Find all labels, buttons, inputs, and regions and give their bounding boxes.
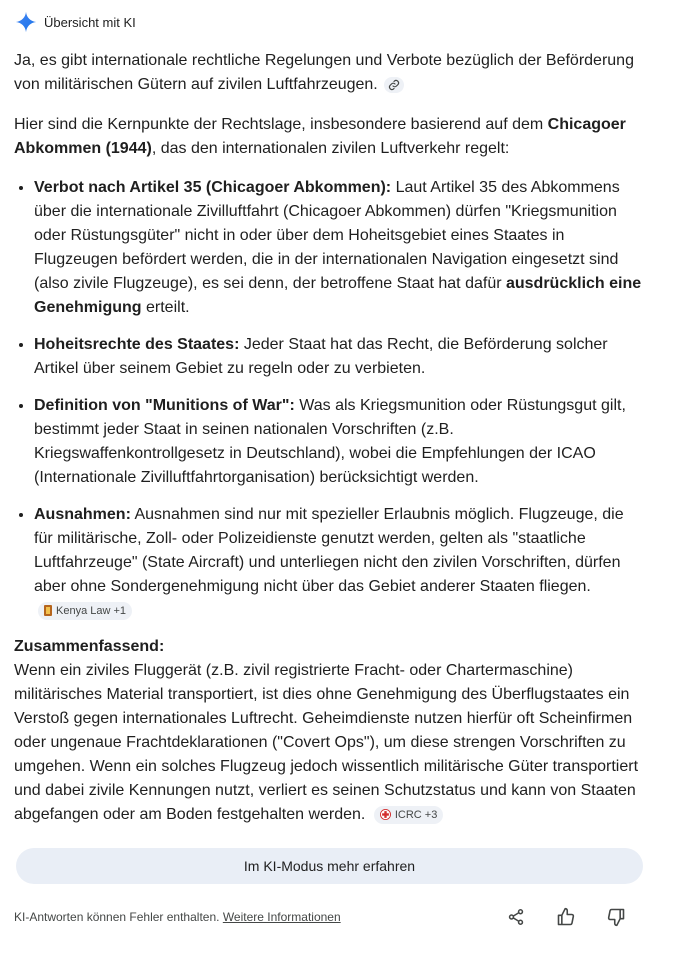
footer-disclaimer: KI-Antworten können Fehler enthalten. Weitere Informationen: [14, 910, 341, 924]
list-item: • Ausnahmen: Ausnahmen sind nur mit spezieller Erlaubnis möglich. Flugzeuge, die für militärische, Zoll- oder Polizeidienste genutzt werden, gelten als "staatliche Luftfahrzeuge" (State Aircraft) und unterliegen nicht den zivilen Vorschriften, dürfen aber ohne Sondergenehmigung nicht über das Gebiet anderer Staaten fliegen. Kenya Law +1: [34, 502, 644, 623]
thumbs-up-button[interactable]: [555, 906, 577, 928]
link-icon: [388, 79, 400, 91]
ai-overview-header: [15, 10, 136, 34]
ai-mode-more-button[interactable]: Im KI-Modus mehr erfahren: [16, 848, 643, 884]
summary-heading: Zusammenfassend:: [14, 638, 165, 655]
more-info-link[interactable]: Weitere Informationen: [222, 910, 341, 924]
list-item: • Definition von "Munitions of War": Was als Kriegsmunition oder Rüstungsgut gilt, bestimmt jeder Staat in seinen nationalen Vorschriften (z.B. Kriegswaffenkontrollgesetz in Deutschland), wobei die Empfehlungen der ICAO (Internationale Zivilluftfahrtorganisation) berücksichtigt werden.: [34, 393, 644, 490]
list-item: • Hoheitsrechte des Staates: Jeder Staat hat das Recht, die Beförderung solcher Artikel über seinem Gebiet zu regeln oder zu verbieten.: [34, 332, 644, 381]
kenya-law-icon: [44, 605, 52, 616]
source-chip-icrc[interactable]: ICRC +3: [374, 806, 444, 824]
header-title: Übersicht mit KI: [44, 14, 136, 30]
list-item: • Verbot nach Artikel 35 (Chicagoer Abkommen): Laut Artikel 35 des Abkommens über die internationale Zivilluftfahrt (Chicagoer Abkommen) dürfen "Kriegsmunition oder Rüstungsgüter" nicht in oder über dem Hoheitsgebiet eines Staates in Flugzeugen befördert werden, die in der internationalen Navigation eingesetzt sind (also zivile Flugzeuge), es sei denn, der betroffene Staat hat dafür ausdrücklich eine Genehmigung erteilt.: [34, 175, 644, 320]
thumbs-down-icon: [606, 907, 626, 927]
treaty-name: Chicagoer Abkommen (1944): [14, 116, 626, 157]
summary-paragraph: Wenn ein ziviles Fluggerät (z.B. zivil registrierte Fracht- oder Chartermaschine) militärisches Material transportiert, ist dies ohne Genehmigung des Überflugstaates ein Verstoß gegen internationales Luftrecht. Geheimdienste nutzen hierfür oft Scheinfirmen oder ungenaue Frachtdeklarationen ("Covert Ops"), um diese strengen Vorschriften zu umgehen. Wenn ein solches Flugzeug jedoch wissentlich militärische Güter transportiert und dabei zivile Kennungen nutzt, verliert es seinen Schutzstatus und kann von Staaten abgefangen oder am Boden festgehalten werden. ICRC +3: [14, 662, 639, 823]
feedback-actions: [505, 906, 627, 928]
share-button[interactable]: [505, 906, 527, 928]
thumbs-up-icon: [556, 907, 576, 927]
icrc-red-cross-icon: [380, 809, 391, 820]
key-points-list: [14, 175, 644, 623]
thumbs-down-button[interactable]: [605, 906, 627, 928]
share-icon: [507, 908, 525, 926]
source-chip-kenya-law[interactable]: Kenya Law +1: [38, 602, 132, 620]
link-citation-button[interactable]: [384, 77, 404, 93]
intro-paragraph: Ja, es gibt internationale rechtliche Regelungen und Verbote bezüglich der Beförderung von militärischen Gütern auf zivilen Luftfahrzeugen.: [14, 52, 634, 93]
gemini-sparkle-icon: [15, 11, 37, 33]
answer-content: [14, 49, 644, 827]
lead-paragraph: Hier sind die Kernpunkte der Rechtslage, insbesondere basierend auf dem Chicagoer Abkommen (1944), das den internationalen zivilen Luftverkehr regelt:: [14, 116, 626, 157]
